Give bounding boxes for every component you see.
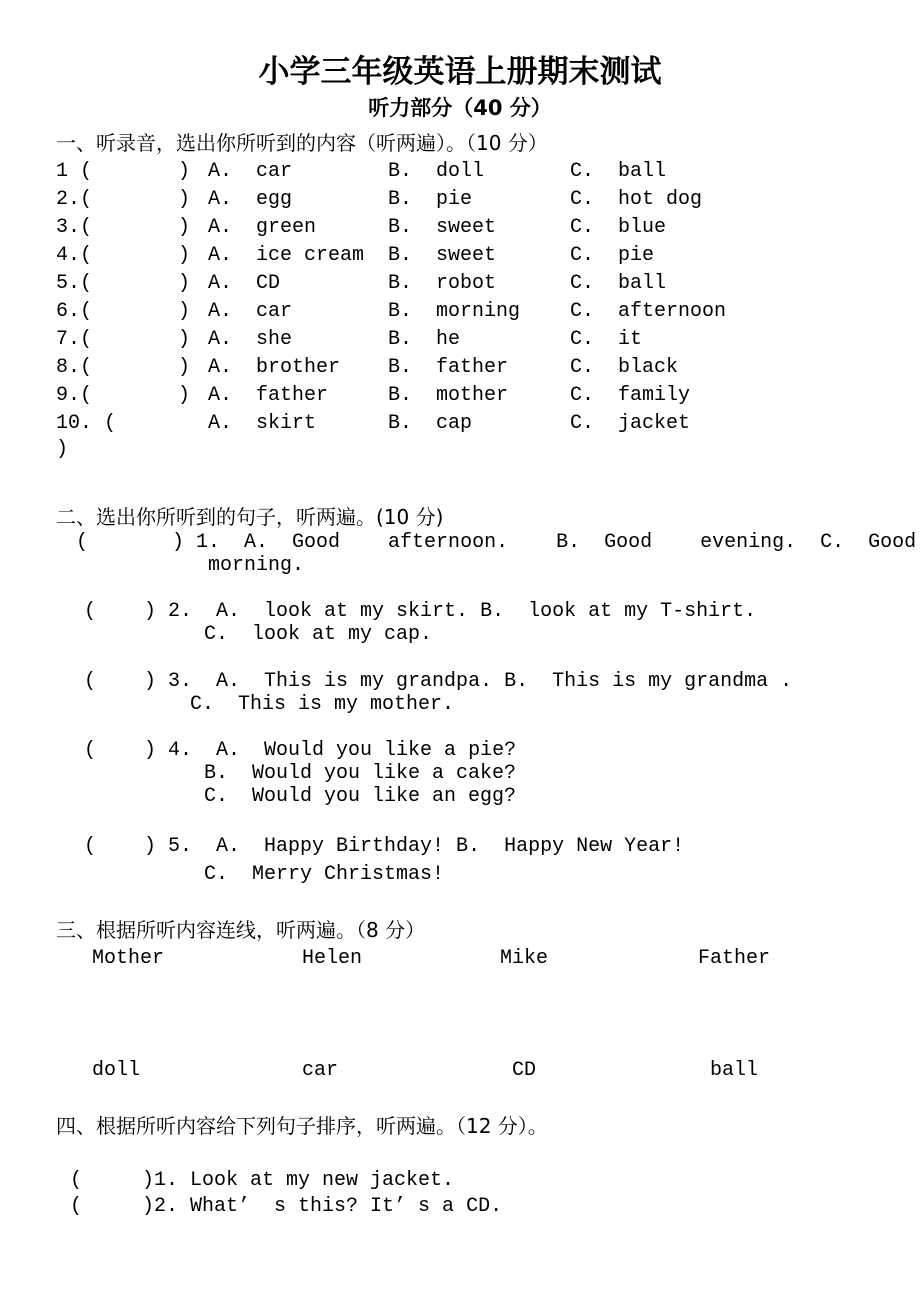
q7-paren-close: ) <box>178 328 191 351</box>
section3-heading: 三、根据所听内容连线，听两遍。（8 分） <box>56 918 426 942</box>
q9-paren-close: ) <box>178 384 191 407</box>
q6-option-c: C. afternoon <box>570 300 727 323</box>
q10-paren-close: ) <box>56 438 69 461</box>
q5-paren-close: ) <box>178 272 191 295</box>
q4-option-c: C. pie <box>570 244 655 267</box>
section1-heading: 一、听录音，选出你所听到的内容（听两遍）。（10 分） <box>56 131 548 155</box>
s2-q4-line3: C. Would you like an egg? <box>204 785 517 808</box>
match-bottom-2: car <box>302 1059 339 1082</box>
q3-option-b: B. sweet <box>388 216 497 239</box>
q1-option-c: C. ball <box>570 160 667 183</box>
s2-q5-line1: ( ) 5. A. Happy Birthday! B. Happy New Year! <box>84 835 685 858</box>
q6-option-b: B. morning <box>388 300 521 323</box>
q1-option-a: A. car <box>208 160 293 183</box>
q9-option-c: C. family <box>570 384 691 407</box>
q1-number: 1 ( <box>56 160 93 183</box>
q6-number: 6.( <box>56 300 93 323</box>
s4-item-2: ( )2. What’ s this? It’ s a CD. <box>70 1195 503 1218</box>
q7-option-a: A. she <box>208 328 293 351</box>
q8-option-a: A. brother <box>208 356 341 379</box>
q5-option-c: C. ball <box>570 272 667 295</box>
match-top-4: Father <box>698 947 771 970</box>
match-top-2: Helen <box>302 947 363 970</box>
q4-option-b: B. sweet <box>388 244 497 267</box>
q7-number: 7.( <box>56 328 93 351</box>
q2-option-a: A. egg <box>208 188 293 211</box>
q1-paren-close: ) <box>178 160 191 183</box>
match-bottom-3: CD <box>512 1059 537 1082</box>
q9-option-b: B. mother <box>388 384 509 407</box>
q4-option-a: A. ice cream <box>208 244 365 267</box>
q3-option-c: C. blue <box>570 216 667 239</box>
match-top-1: Mother <box>92 947 165 970</box>
s2-q5-line2: C. Merry Christmas! <box>204 863 445 886</box>
s2-q1-line2: morning. <box>208 554 305 577</box>
s4-item-1: ( )1. Look at my new jacket. <box>70 1169 455 1192</box>
q9-option-a: A. father <box>208 384 329 407</box>
q10-option-b: B. cap <box>388 412 473 435</box>
match-bottom-4: ball <box>710 1059 759 1082</box>
s2-q2-line2: C. look at my cap. <box>204 623 433 646</box>
q10-number: 10. ( <box>56 412 117 435</box>
q3-option-a: A. green <box>208 216 317 239</box>
q8-number: 8.( <box>56 356 93 379</box>
s2-q3-line2: C. This is my mother. <box>190 693 455 716</box>
match-top-3: Mike <box>500 947 549 970</box>
q10-option-a: A. skirt <box>208 412 317 435</box>
q2-option-c: C. hot dog <box>570 188 703 211</box>
s2-q3-line1: ( ) 3. A. This is my grandpa. B. This is my grandma . <box>84 670 793 693</box>
q5-option-b: B. robot <box>388 272 497 295</box>
q7-option-c: C. it <box>570 328 643 351</box>
q2-paren-close: ) <box>178 188 191 211</box>
q3-paren-close: ) <box>178 216 191 239</box>
q2-option-b: B. pie <box>388 188 473 211</box>
page-title: 小学三年级英语上册期末测试 <box>258 54 662 90</box>
q8-option-b: B. father <box>388 356 509 379</box>
q1-option-b: B. doll <box>388 160 485 183</box>
s2-q4-line2: B. Would you like a cake? <box>204 762 517 785</box>
q6-option-a: A. car <box>208 300 293 323</box>
q2-number: 2.( <box>56 188 93 211</box>
s2-q1-line1: ( ) 1. A. Good afternoon. B. Good evening. C. Good <box>76 531 917 554</box>
section2-heading: 二、选出你所听到的句子，听两遍。(10 分) <box>56 505 444 529</box>
q5-number: 5.( <box>56 272 93 295</box>
q4-number: 4.( <box>56 244 93 267</box>
q8-paren-close: ) <box>178 356 191 379</box>
q10-option-c: C. jacket <box>570 412 691 435</box>
match-bottom-1: doll <box>92 1059 141 1082</box>
section4-heading: 四、根据所听内容给下列句子排序，听两遍。（12 分）。 <box>56 1114 548 1138</box>
s2-q2-line1: ( ) 2. A. look at my skirt. B. look at my T-shirt. <box>84 600 757 623</box>
q6-paren-close: ) <box>178 300 191 323</box>
q8-option-c: C. black <box>570 356 679 379</box>
q3-number: 3.( <box>56 216 93 239</box>
q5-option-a: A. CD <box>208 272 281 295</box>
q9-number: 9.( <box>56 384 93 407</box>
q7-option-b: B. he <box>388 328 461 351</box>
page-subtitle: 听力部分（40 分） <box>368 96 552 120</box>
q4-paren-close: ) <box>178 244 191 267</box>
s2-q4-line1: ( ) 4. A. Would you like a pie? <box>84 739 517 762</box>
